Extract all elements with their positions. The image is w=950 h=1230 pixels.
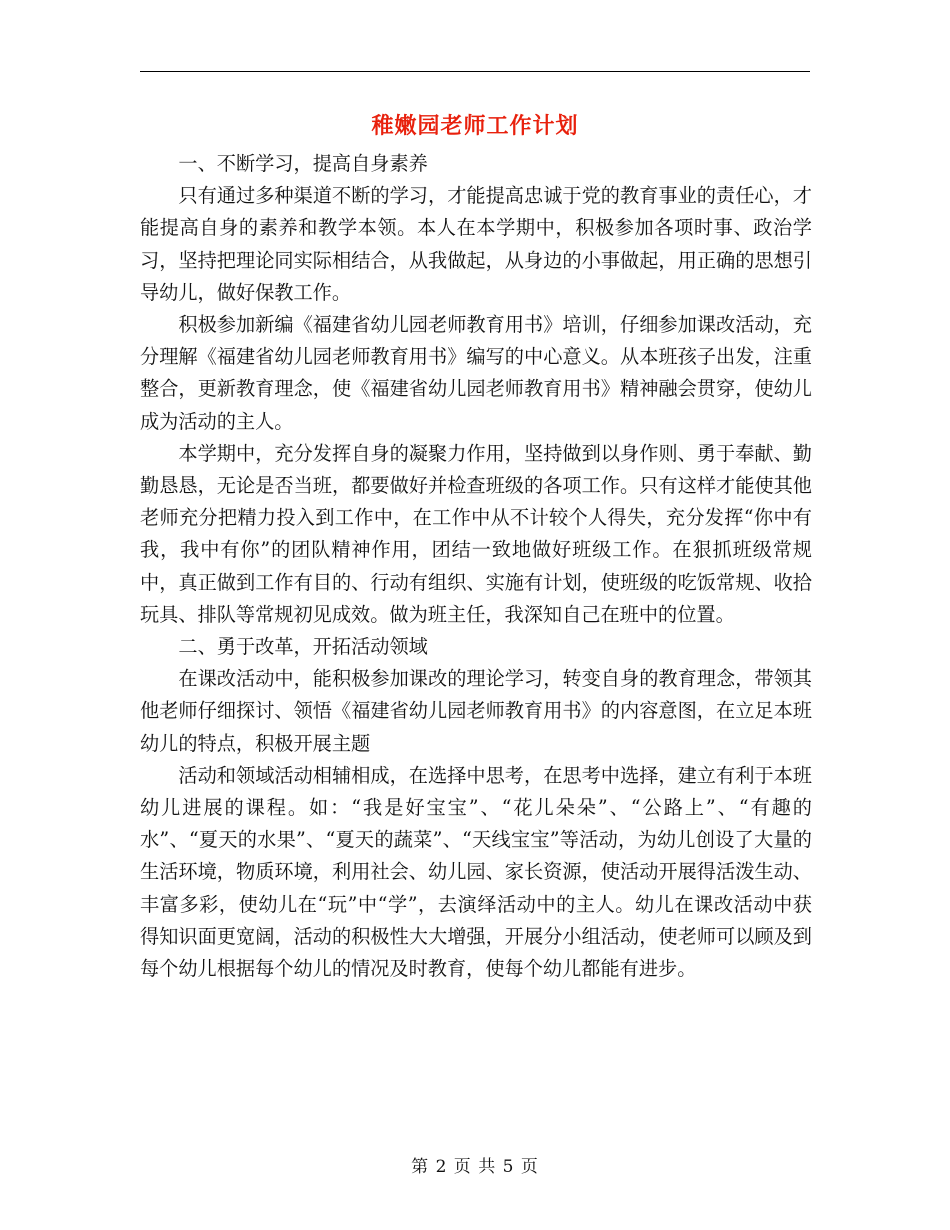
section-heading-2: 二、勇于改革，开拓活动领域 xyxy=(178,635,428,659)
document-title: 稚嫩园老师工作计划 xyxy=(371,113,579,139)
section-heading-1: 一、不断学习，提高自身素养 xyxy=(178,152,428,175)
body-paragraph: 本学期中，充分发挥自身的凝聚力作用，坚持做到以身作则、勇于奉献、勤勤恳恳，无论是否当班，都要做好并检查班级的各项工作。只有这样才能使其他老师充分把精力投入到工作中，在工作中从不计较个人得失，充分发挥“你中有我，我中有你”的团队精神作用，团结一致地做好班级工作。在狠抓班级常规中，真正做到工作有目的、行动有组织、实施有计划，使班级的吃饭常规、收拾玩具、排队等常规初见成效。做为班主任，我深知自己在班中的位置。 xyxy=(140,441,812,626)
body-paragraph: 在课改活动中，能积极参加课改的理论学习，转变自身的教育理念，带领其他老师仔细探讨、领悟《福建省幼儿园老师教育用书》的内容意图，在立足本班幼儿的特点，积极开展主题 xyxy=(140,667,812,755)
page-number-footer: 第 2 页 共 5 页 xyxy=(411,1157,539,1177)
body-paragraph: 只有通过多种渠道不断的学习，才能提高忠诚于党的教育事业的责任心，才能提高自身的素养和教学本领。本人在本学期中，积极参加各项时事、政治学习，坚持把理论同实际相结合，从我做起，从身边的小事做起，用正确的思想引导幼儿，做好保教工作。 xyxy=(140,184,812,304)
body-paragraph: 积极参加新编《福建省幼儿园老师教育用书》培训，仔细参加课改活动，充分理解《福建省幼儿园老师教育用书》编写的中心意义。从本班孩子出发，注重整合，更新教育理念，使《福建省幼儿园老师教育用书》精神融会贯穿，使幼儿成为活动的主人。 xyxy=(140,313,812,433)
document-body xyxy=(140,148,812,985)
header-rule xyxy=(140,71,810,72)
body-paragraph: 活动和领域活动相辅相成，在选择中思考，在思考中选择，建立有利于本班幼儿进展的课程。如：“我是好宝宝”、“花儿朵朵”、“公路上”、“有趣的水”、“夏天的水果”、“夏天的蔬菜”、“天线宝宝”等活动，为幼儿创设了大量的生活环境，物质环境，利用社会、幼儿园、家长资源，使活动开展得活泼生动、丰富多彩，使幼儿在“玩”中“学”，去演绎活动中的主人。幼儿在课改活动中获得知识面更宽阔，活动的积极性大大增强，开展分小组活动，使老师可以顾及到每个幼儿根据每个幼儿的情况及时教育，使每个幼儿都能有进步。 xyxy=(140,763,812,981)
